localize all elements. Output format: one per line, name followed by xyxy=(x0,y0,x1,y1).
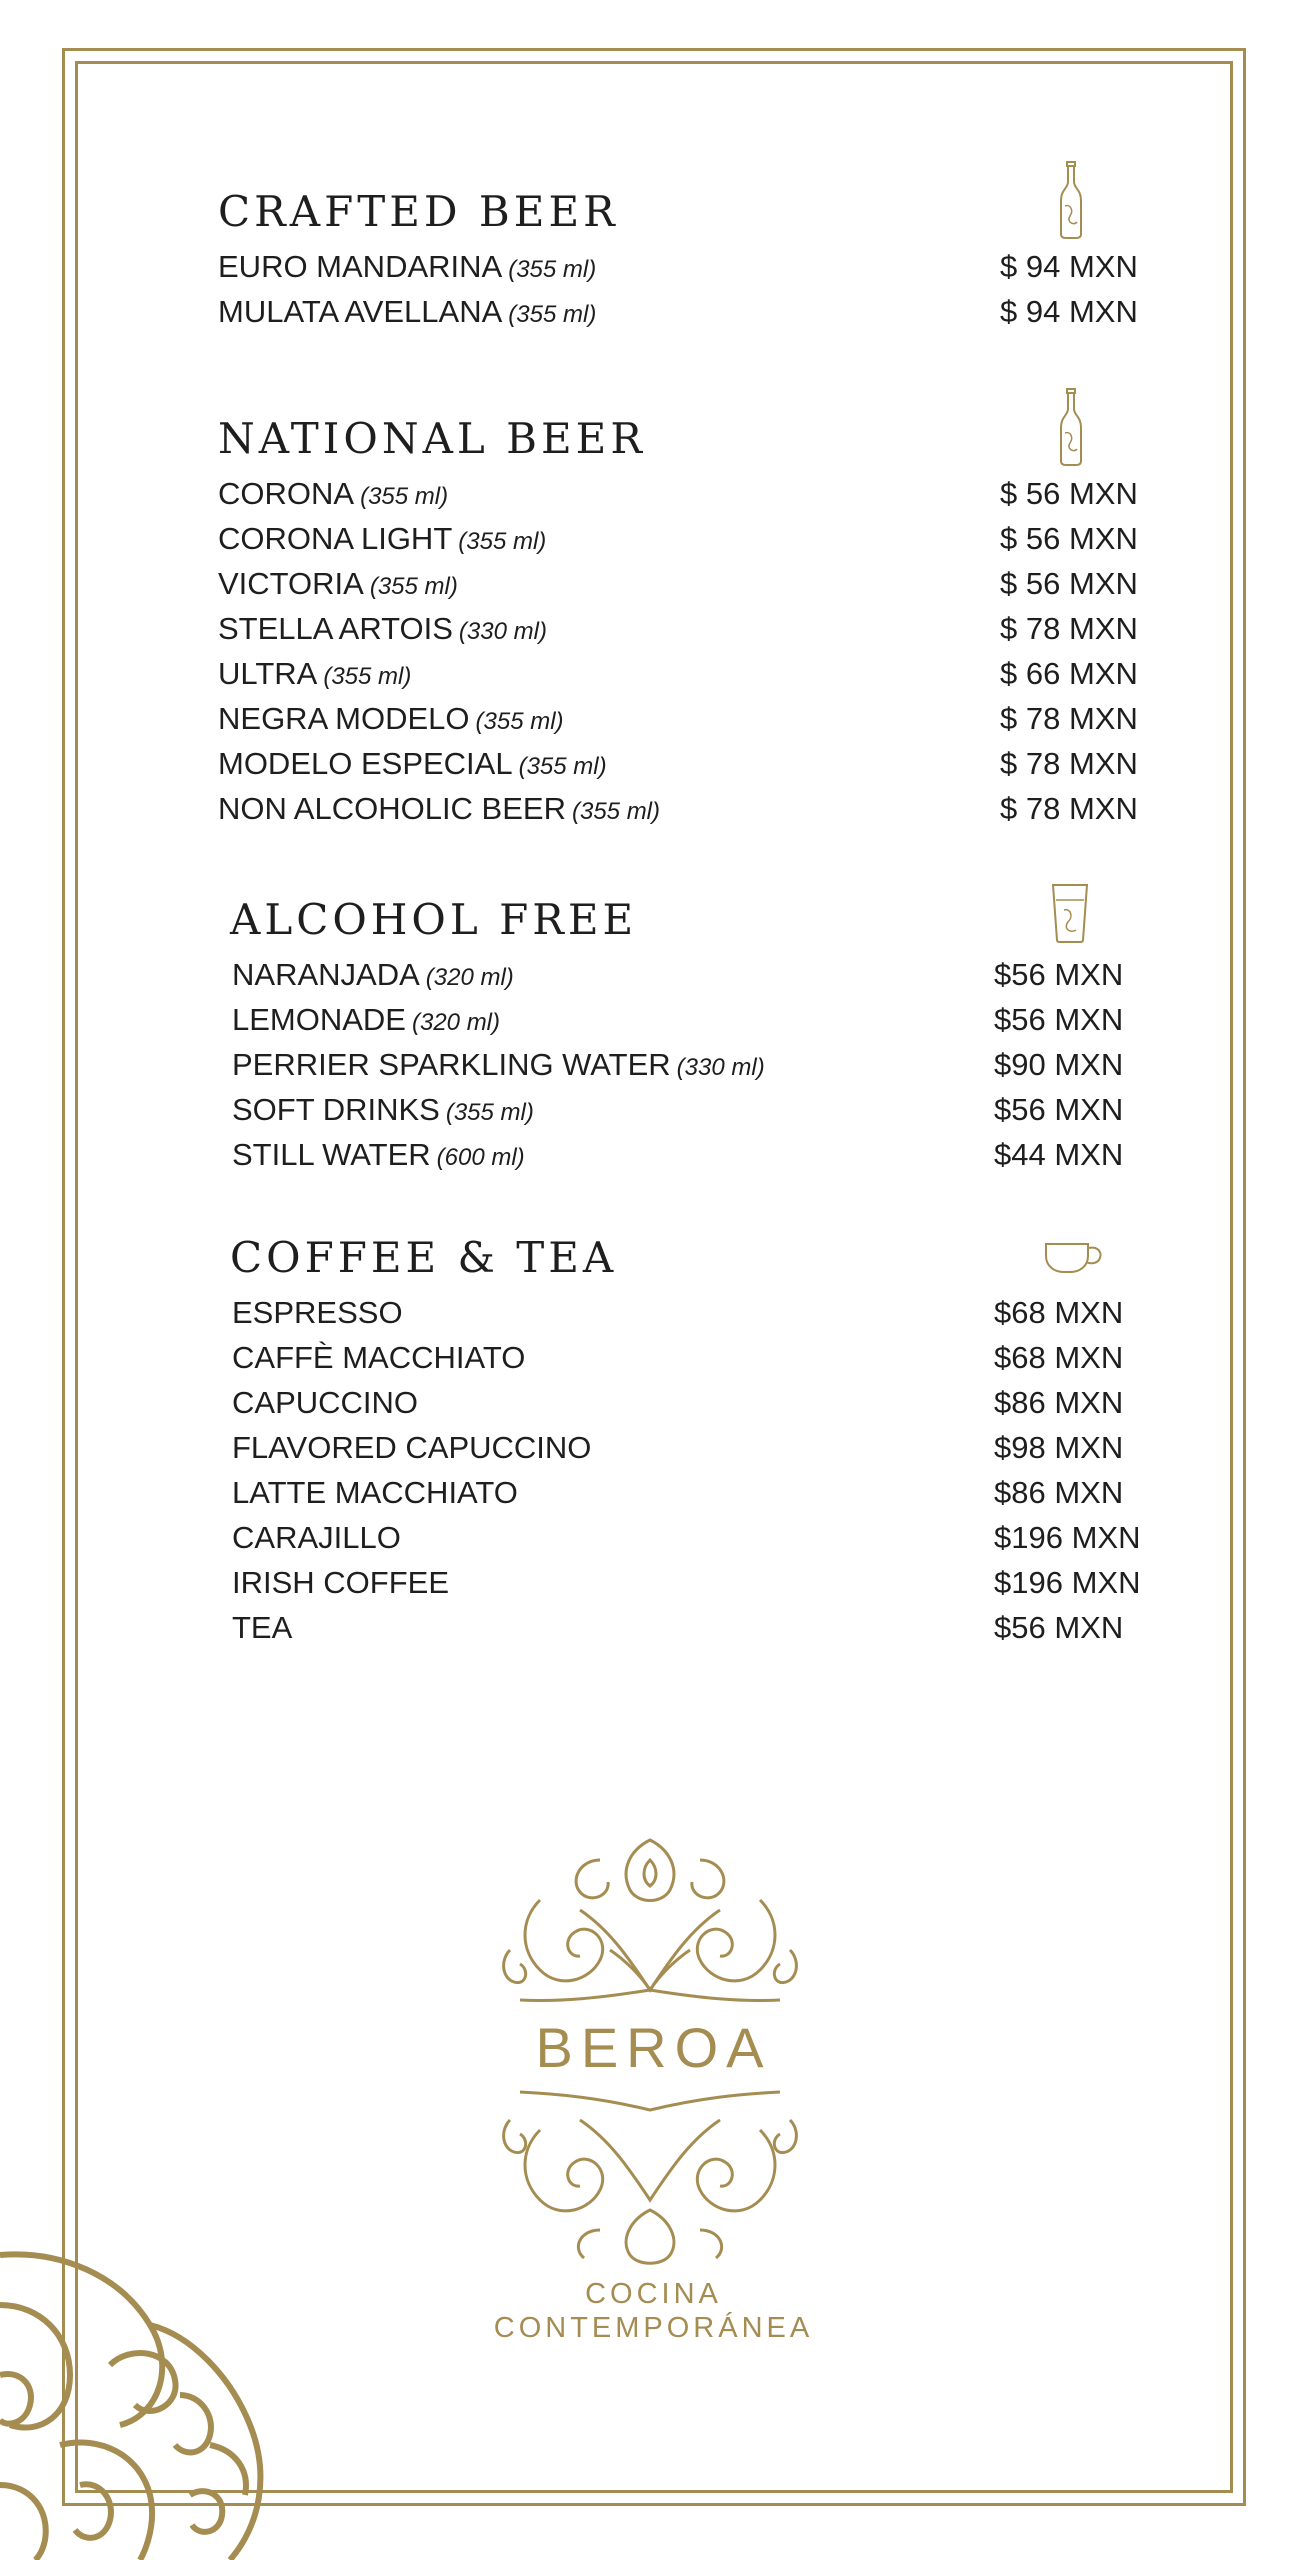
menu-item xyxy=(0,696,1307,741)
menu-item xyxy=(0,1605,1307,1650)
item-name: CARAJILLO xyxy=(232,1520,401,1555)
menu-item xyxy=(0,1132,1307,1177)
item-name: LEMONADE xyxy=(232,1002,406,1037)
item-size: (355 ml) xyxy=(475,708,564,735)
item-price: $56 MXN xyxy=(994,1610,1124,1645)
menu-item xyxy=(0,1087,1307,1132)
section-national-beer xyxy=(0,407,1307,831)
item-name: IRISH COFFEE xyxy=(232,1565,450,1600)
glass-icon xyxy=(1050,882,1090,944)
menu-item xyxy=(0,741,1307,786)
menu-item xyxy=(0,1290,1307,1335)
item-price: $56 MXN xyxy=(994,957,1124,992)
menu-item xyxy=(0,516,1307,561)
item-name: ULTRA xyxy=(218,656,318,691)
menu-item xyxy=(0,651,1307,696)
beer-bottle-icon xyxy=(1056,160,1086,240)
brand-tagline-line2: CONTEMPORÁNEA xyxy=(493,2312,814,2344)
item-size: (355 ml) xyxy=(508,256,597,283)
item-price: $56 MXN xyxy=(994,1002,1124,1037)
menu-item xyxy=(0,1515,1307,1560)
brand-name: BEROA xyxy=(535,2016,772,2079)
menu-item xyxy=(0,561,1307,606)
menu-item xyxy=(0,289,1307,334)
item-price: $ 78 MXN xyxy=(1000,791,1138,826)
item-name: NEGRA MODELO xyxy=(218,701,470,736)
brand-tagline-line1: COCINA xyxy=(585,2278,722,2310)
menu-item xyxy=(0,1470,1307,1515)
item-size: (355 ml) xyxy=(369,573,458,600)
section-title: ALCOHOL FREE xyxy=(230,895,638,944)
section-title: NATIONAL BEER xyxy=(218,414,646,463)
menu-item xyxy=(0,786,1307,831)
menu-item xyxy=(0,244,1307,289)
menu-item xyxy=(0,606,1307,651)
menu-item xyxy=(0,952,1307,997)
item-size: (355 ml) xyxy=(571,798,661,825)
item-size: (330 ml) xyxy=(676,1054,765,1081)
item-price: $ 94 MXN xyxy=(1000,249,1138,284)
item-name: MODELO ESPECIAL xyxy=(218,746,513,781)
item-name: ESPRESSO xyxy=(232,1295,403,1330)
item-price: $ 56 MXN xyxy=(1000,476,1138,511)
item-price: $56 MXN xyxy=(994,1092,1124,1127)
item-size: (355 ml) xyxy=(518,753,607,780)
item-name: MULATA AVELLANA xyxy=(218,294,503,329)
item-name: STILL WATER xyxy=(232,1137,431,1172)
item-name: FLAVORED CAPUCCINO xyxy=(232,1430,592,1465)
item-size: (355 ml) xyxy=(445,1099,534,1126)
item-size: (355 ml) xyxy=(458,528,547,555)
section-title: CRAFTED BEER xyxy=(218,187,619,236)
item-size: (330 ml) xyxy=(458,618,547,645)
item-size: (355 ml) xyxy=(323,663,412,690)
menu-item xyxy=(0,997,1307,1042)
item-name: STELLA ARTOIS xyxy=(218,611,453,646)
item-name: CAPUCCINO xyxy=(232,1385,419,1420)
item-price: $196 MXN xyxy=(994,1520,1141,1555)
menu-item xyxy=(0,1560,1307,1605)
item-price: $ 78 MXN xyxy=(1000,701,1138,736)
item-size: (355 ml) xyxy=(508,301,597,328)
item-name: PERRIER SPARKLING WATER xyxy=(232,1047,671,1082)
section-crafted-beer xyxy=(0,180,1307,334)
item-price: $ 78 MXN xyxy=(1000,746,1138,781)
item-name: NARANJADA xyxy=(232,957,420,992)
item-price: $ 94 MXN xyxy=(1000,294,1138,329)
item-name: SOFT DRINKS xyxy=(232,1092,440,1127)
menu-item xyxy=(0,1425,1307,1470)
item-price: $98 MXN xyxy=(994,1430,1124,1465)
item-name: VICTORIA xyxy=(218,566,364,601)
section-title: COFFEE & TEA xyxy=(230,1233,618,1282)
section-coffee-tea xyxy=(0,1226,1307,1650)
section-alcohol-free xyxy=(0,888,1307,1177)
item-price: $86 MXN xyxy=(994,1475,1124,1510)
beer-bottle-icon xyxy=(1056,387,1086,467)
menu-item xyxy=(0,1042,1307,1087)
item-price: $44 MXN xyxy=(994,1137,1124,1172)
item-price: $90 MXN xyxy=(994,1047,1124,1082)
menu-item xyxy=(0,1335,1307,1380)
item-name: EURO MANDARINA xyxy=(218,249,503,284)
item-name: TEA xyxy=(232,1610,293,1645)
item-size: (355 ml) xyxy=(360,483,449,510)
item-name: CORONA xyxy=(218,476,355,511)
item-price: $ 56 MXN xyxy=(1000,521,1138,556)
item-price: $ 66 MXN xyxy=(1000,656,1138,691)
item-price: $196 MXN xyxy=(994,1565,1141,1600)
item-price: $ 56 MXN xyxy=(1000,566,1138,601)
coffee-cup-icon xyxy=(1044,1240,1104,1274)
menu-item xyxy=(0,1380,1307,1425)
menu-item xyxy=(0,471,1307,516)
item-name: LATTE MACCHIATO xyxy=(232,1475,518,1510)
item-name: CORONA LIGHT xyxy=(218,521,453,556)
item-size: (320 ml) xyxy=(411,1009,501,1036)
item-size: (600 ml) xyxy=(436,1144,525,1171)
item-price: $68 MXN xyxy=(994,1340,1124,1375)
item-price: $86 MXN xyxy=(994,1385,1124,1420)
item-name: NON ALCOHOLIC BEER xyxy=(218,791,566,826)
item-name: CAFFÈ MACCHIATO xyxy=(232,1340,526,1375)
item-price: $ 78 MXN xyxy=(1000,611,1138,646)
corner-ornament xyxy=(0,2245,300,2560)
item-price: $68 MXN xyxy=(994,1295,1124,1330)
item-size: (320 ml) xyxy=(425,964,514,991)
